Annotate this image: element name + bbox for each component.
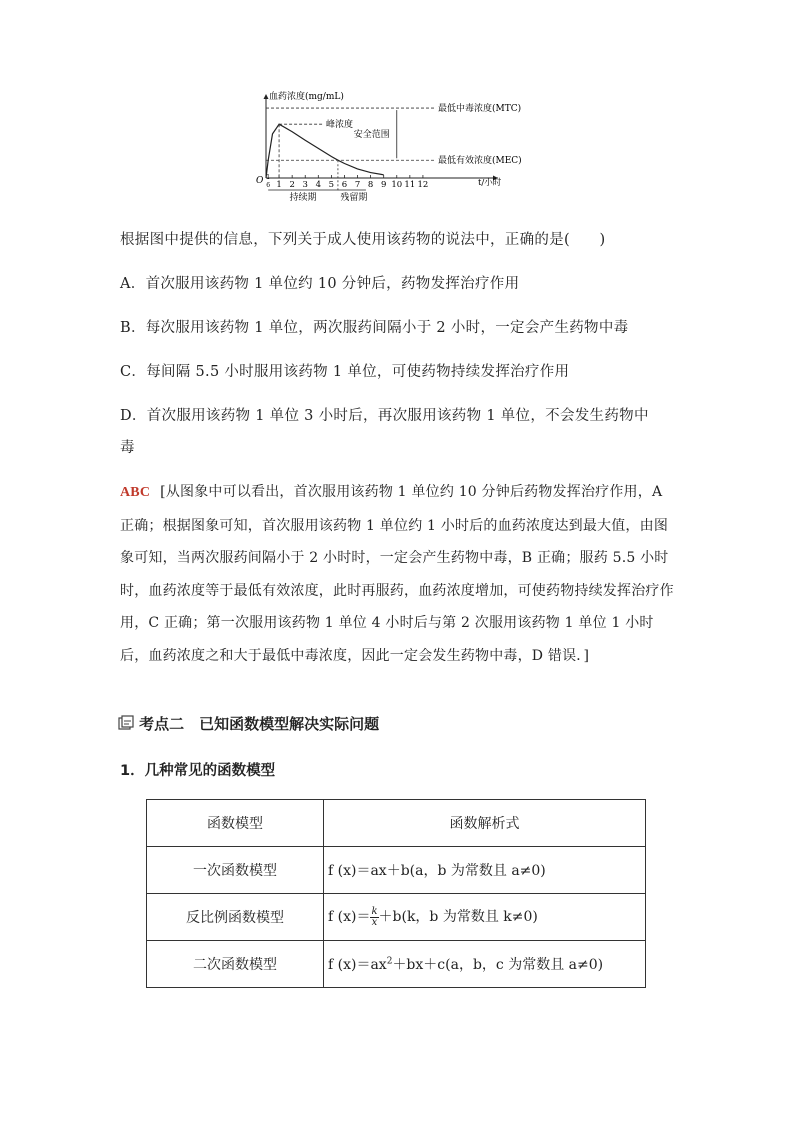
model-name: 一次函数模型 — [147, 847, 324, 894]
option-a: A．首次服用该药物 1 单位约 10 分钟后，药物发挥治疗作用 — [120, 276, 520, 292]
table-row — [147, 847, 646, 894]
x-tick-label: 4 — [315, 180, 322, 190]
x-tick-label: 10 — [391, 180, 403, 190]
x-tick-label: 7 — [354, 180, 361, 190]
small-tick-num: 1 — [266, 174, 271, 181]
option-d-cont: 毒 — [120, 440, 135, 456]
answer-text: [从图象中可以看出，首次服用该药物 1 单位约 10 分钟后药物发挥治疗作用，A 正确；根据图象可知，首次服用该药物 1 单位约 1 小时后的血药浓度达到最大值，由图象可知，当两次服药间隔小于 2 小时时，一定会产生药物中毒，B 正确；服药 5.5 小时时，血药浓度等于最低有效浓度，此时再服药，血药浓度增加，可使药物持续发挥治疗作用，C 正确；第一次服用该药物 1 单位 4 小时后与第 2 次服用该药物 1 单位 1 小时后，血药浓度之和大于最低中毒浓度，因此一定会发生药物中毒，D 错误．] — [120, 484, 674, 664]
question-stem: 根据图中提供的信息，下列关于成人使用该药物的说法中，正确的是( ) — [120, 232, 606, 248]
x-tick-label: 6 — [341, 180, 348, 190]
table-header-row — [147, 800, 646, 847]
key-point-icon — [118, 715, 134, 731]
fraction-numerator: k — [371, 905, 378, 917]
fraction — [370, 907, 378, 928]
model-name: 二次函数模型 — [147, 941, 324, 988]
residual-label: 残留期 — [340, 193, 368, 203]
sustain-label: 持续期 — [289, 193, 317, 203]
x-tick-label: 1 — [276, 180, 282, 190]
peak-label: 峰浓度 — [326, 120, 354, 131]
formula-text: f (x)＝ax — [328, 957, 387, 973]
mtc-label: 最低中毒浓度(MTC) — [438, 104, 522, 115]
formula-text: ＋b(k，b 为常数且 k≠0) — [378, 909, 538, 926]
safe-range-label: 安全范围 — [353, 130, 390, 141]
x-tick-label: 3 — [302, 180, 308, 190]
x-axis-label: t/小时 — [478, 178, 502, 188]
function-model-table — [146, 799, 646, 988]
y-axis-label: 血药浓度(mg/mL) — [269, 92, 344, 102]
answer-key: ABC — [120, 485, 151, 500]
formula-exponent: 2 — [386, 956, 393, 967]
table-header: 函数模型 — [147, 800, 324, 847]
option-d: D．首次服用该药物 1 单位 3 小时后，再次服用该药物 1 单位，不会发生药物中 — [120, 408, 649, 424]
section-title: 考点二 已知函数模型解决实际问题 — [139, 715, 380, 733]
model-formula — [324, 941, 646, 988]
model-formula — [324, 894, 646, 941]
x-tick-label: 12 — [417, 180, 429, 190]
y-axis-arrow — [264, 94, 269, 99]
fraction-denominator: x — [371, 916, 378, 928]
table-row — [147, 941, 646, 988]
mec-label: 最低有效浓度(MEC) — [438, 156, 522, 167]
model-name: 反比例函数模型 — [147, 894, 324, 941]
formula-text: f (x)＝ — [328, 909, 371, 926]
x-tick-label: 11 — [404, 180, 416, 190]
answer-explanation — [120, 476, 675, 672]
x-tick-label: 5 — [328, 180, 335, 190]
x-tick-label: 8 — [367, 180, 374, 190]
model-formula — [324, 847, 646, 894]
section-subtitle: 1．几种常见的函数模型 — [120, 763, 276, 779]
x-tick-label: 2 — [289, 180, 295, 190]
option-c: C．每间隔 5.5 小时服用该药物 1 单位，可使药物持续发挥治疗作用 — [120, 364, 570, 380]
formula-text: f (x)＝ax＋b(a，b 为常数且 a≠0) — [328, 863, 546, 879]
formula-text: ＋bx＋c(a，b，c 为常数且 a≠0) — [392, 957, 604, 973]
option-b: B．每次服用该药物 1 单位，两次服药间隔小于 2 小时，一定会产生药物中毒 — [120, 320, 629, 336]
drug-concentration-chart — [250, 90, 550, 205]
section-heading — [118, 713, 379, 734]
table-header: 函数解析式 — [324, 800, 646, 847]
x-tick-label: 9 — [380, 180, 387, 190]
origin-label: O — [256, 176, 264, 186]
table-row — [147, 894, 646, 941]
small-tick-den: 6 — [266, 182, 271, 189]
